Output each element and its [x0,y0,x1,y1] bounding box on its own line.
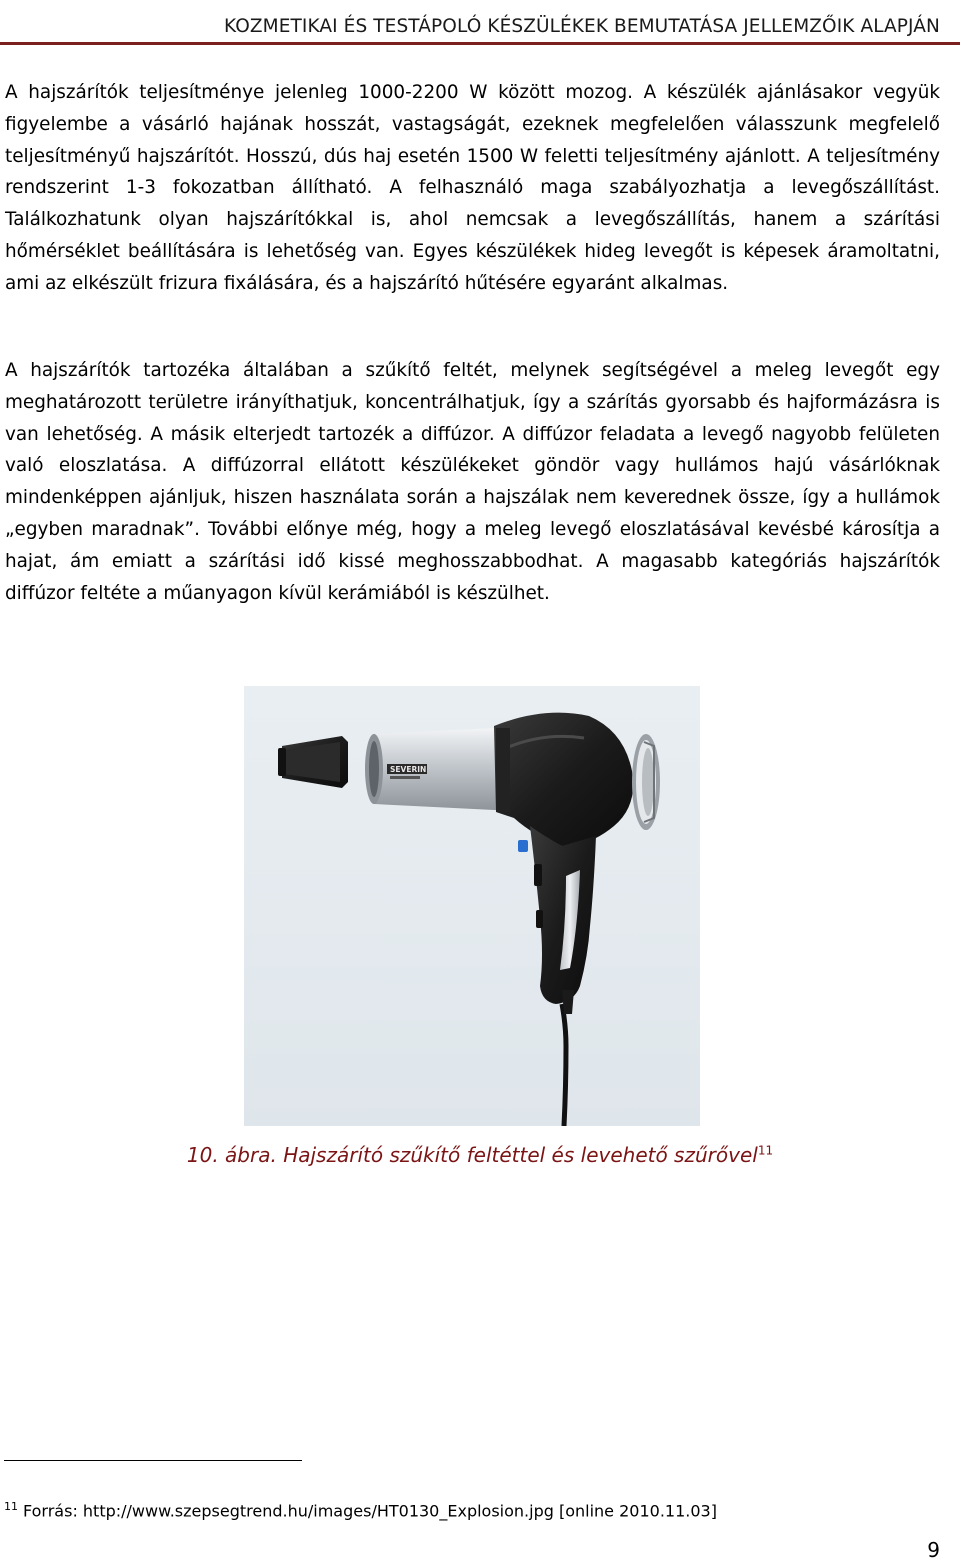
cool-shot-button [518,840,528,852]
heat-switch [536,910,543,928]
figure-caption [0,1143,960,1167]
brand-label: SEVERIN [390,765,427,774]
speed-switch [534,864,542,886]
hair-dryer-figure [244,686,700,1126]
paragraph-accessories: A hajszárítók tartozéka általában a szűkítő feltét, melynek segítségével a meleg levegőt egy meghatározott területre irányíthatjuk, koncentrálhatjuk, így a szárítás gyorsabb és hajformázásra is van lehetőség. A másik elterjedt tartozék a diffúzor. A diffúzor feladata a levegő nagyobb felületen való eloszlatása. A diffúzorral ellátott készülékeket göndör vagy hullámos hajú vásárlóknak mindenképpen ajánljuk, hiszen használata során a hajszálak nem keverednek össze, így a hullámok „egyben maradnak”. További előnye még, hogy a meleg levegő eloszlatásával kevésbé károsítja a hajat, ám emiatt a szárítási idő kissé meghosszabbodhat. A magasabb kategóriás hajszárítók diffúzor feltéte a műanyagon kívül kerámiából is készülhet. [5,360,940,604]
footnote [4,1500,717,1520]
dryer-barrel [365,728,506,810]
header-title: KOZMETIKAI ÉS TESTÁPOLÓ KÉSZÜLÉKEK BEMUTATÁSA JELLEMZŐIK ALAPJÁN [224,16,940,37]
paragraph-power: A hajszárítók teljesítménye jelenleg 1000-2200 W között mozog. A készülék ajánlásakor vegyük figyelembe a vásárló hajának hosszát, vastagságát, ezeknek megfelelően válasszunk megfelelő teljesítményű hajszárítót. Hosszú, dús haj esetén 1500 W feletti teljesítmény ajánlott. A teljesítmény rendszerint 1-3 fokozatban állítható. A felhasználó maga szabályozhatja a levegőszállítást. Találkozhatunk olyan hajszárítókkal is, ahol nemcsak a levegőszállítás, hanem a szárítási hőmérséklet beállítására is lehetőség van. Egyes készülékek hideg levegőt is képesek áramoltatni, ami az elkészült frizura fixálására, és a hajszárító hűtésére egyaránt alkalmas. [5,82,940,294]
page-number: 9 [927,1538,940,1562]
footnote-text: Forrás: http://www.szepsegtrend.hu/images/HT0130_Explosion.jpg [online 2010.11.03] [23,1501,717,1521]
footnote-separator [4,1460,302,1461]
footnote-number: 11 [4,1500,18,1513]
header-rule [0,42,960,45]
figure-caption-text: 10. ábra. Hajszárító szűkítő feltéttel és levehető szűrővel [186,1143,758,1167]
rear-filter [632,734,660,830]
page-header [0,0,960,46]
caption-footnote-ref: 11 [757,1143,774,1158]
hair-dryer-illustration [244,686,700,1126]
